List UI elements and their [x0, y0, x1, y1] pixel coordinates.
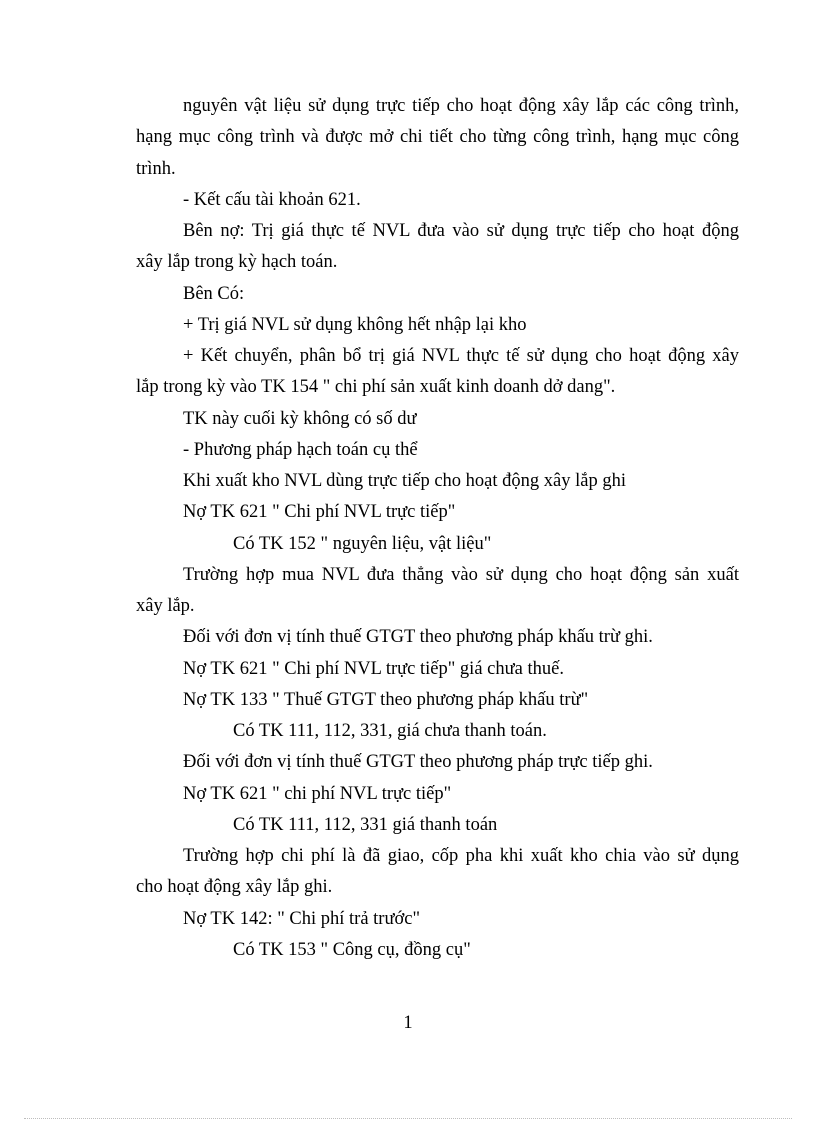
text-line: xây lắp trong kỳ hạch toán.: [136, 252, 338, 272]
page-bottom-divider: [24, 1118, 792, 1119]
text-line: - Kết cấu tài khoản 621.: [183, 190, 361, 210]
text-line: Nợ TK 621 " chi phí NVL trực tiếp": [183, 784, 452, 804]
text-line: Trường hợp mua NVL đưa thẳng vào sử dụng cho hoạt động sản xuất: [183, 565, 739, 585]
text-line: Có TK 111, 112, 331 giá thanh toán: [233, 815, 498, 835]
text-line: Nợ TK 142: " Chi phí trả trước": [183, 909, 421, 929]
text-line: xây lắp.: [136, 596, 195, 616]
text-line: Đối với đơn vị tính thuế GTGT theo phương pháp trực tiếp ghi.: [183, 752, 653, 772]
text-line: Khi xuất kho NVL dùng trực tiếp cho hoạt động xây lắp ghi: [183, 471, 626, 491]
text-line: Bên nợ: Trị giá thực tế NVL đưa vào sử dụng trực tiếp cho hoạt động: [183, 221, 739, 241]
text-line: Có TK 152 " nguyên liệu, vật liệu": [233, 534, 492, 554]
text-line: TK này cuối kỳ không có số dư: [183, 409, 417, 429]
text-line: hạng mục công trình và được mở chi tiết cho từng công trình, hạng mục công: [136, 127, 739, 147]
text-line: Có TK 111, 112, 331, giá chưa thanh toán.: [233, 721, 547, 741]
text-line: trình.: [136, 159, 176, 179]
text-line: Trường hợp chi phí là đã giao, cốp pha khi xuất kho chia vào sử dụng: [183, 846, 739, 866]
text-line: Nợ TK 621 " Chi phí NVL trực tiếp" giá chưa thuế.: [183, 659, 564, 679]
text-line: cho hoạt động xây lắp ghi.: [136, 877, 333, 897]
text-line: nguyên vật liệu sử dụng trực tiếp cho hoạt động xây lắp các công trình,: [183, 96, 739, 116]
text-line: lắp trong kỳ vào TK 154 " chi phí sản xuất kinh doanh dở dang".: [136, 377, 616, 397]
page-number: 1: [403, 1013, 413, 1033]
text-line: - Phương pháp hạch toán cụ thể: [183, 440, 418, 460]
text-line: Bên Có:: [183, 284, 245, 304]
text-line: Nợ TK 621 " Chi phí NVL trực tiếp": [183, 502, 456, 522]
text-line: + Trị giá NVL sử dụng không hết nhập lại kho: [183, 315, 527, 335]
text-line: Đối với đơn vị tính thuế GTGT theo phương pháp khấu trừ ghi.: [183, 627, 653, 647]
text-line: Có TK 153 " Công cụ, đồng cụ": [233, 940, 471, 960]
text-line: + Kết chuyển, phân bổ trị giá NVL thực tế sử dụng cho hoạt động xây: [183, 346, 739, 366]
text-line: Nợ TK 133 " Thuế GTGT theo phương pháp khấu trừ": [183, 690, 589, 710]
